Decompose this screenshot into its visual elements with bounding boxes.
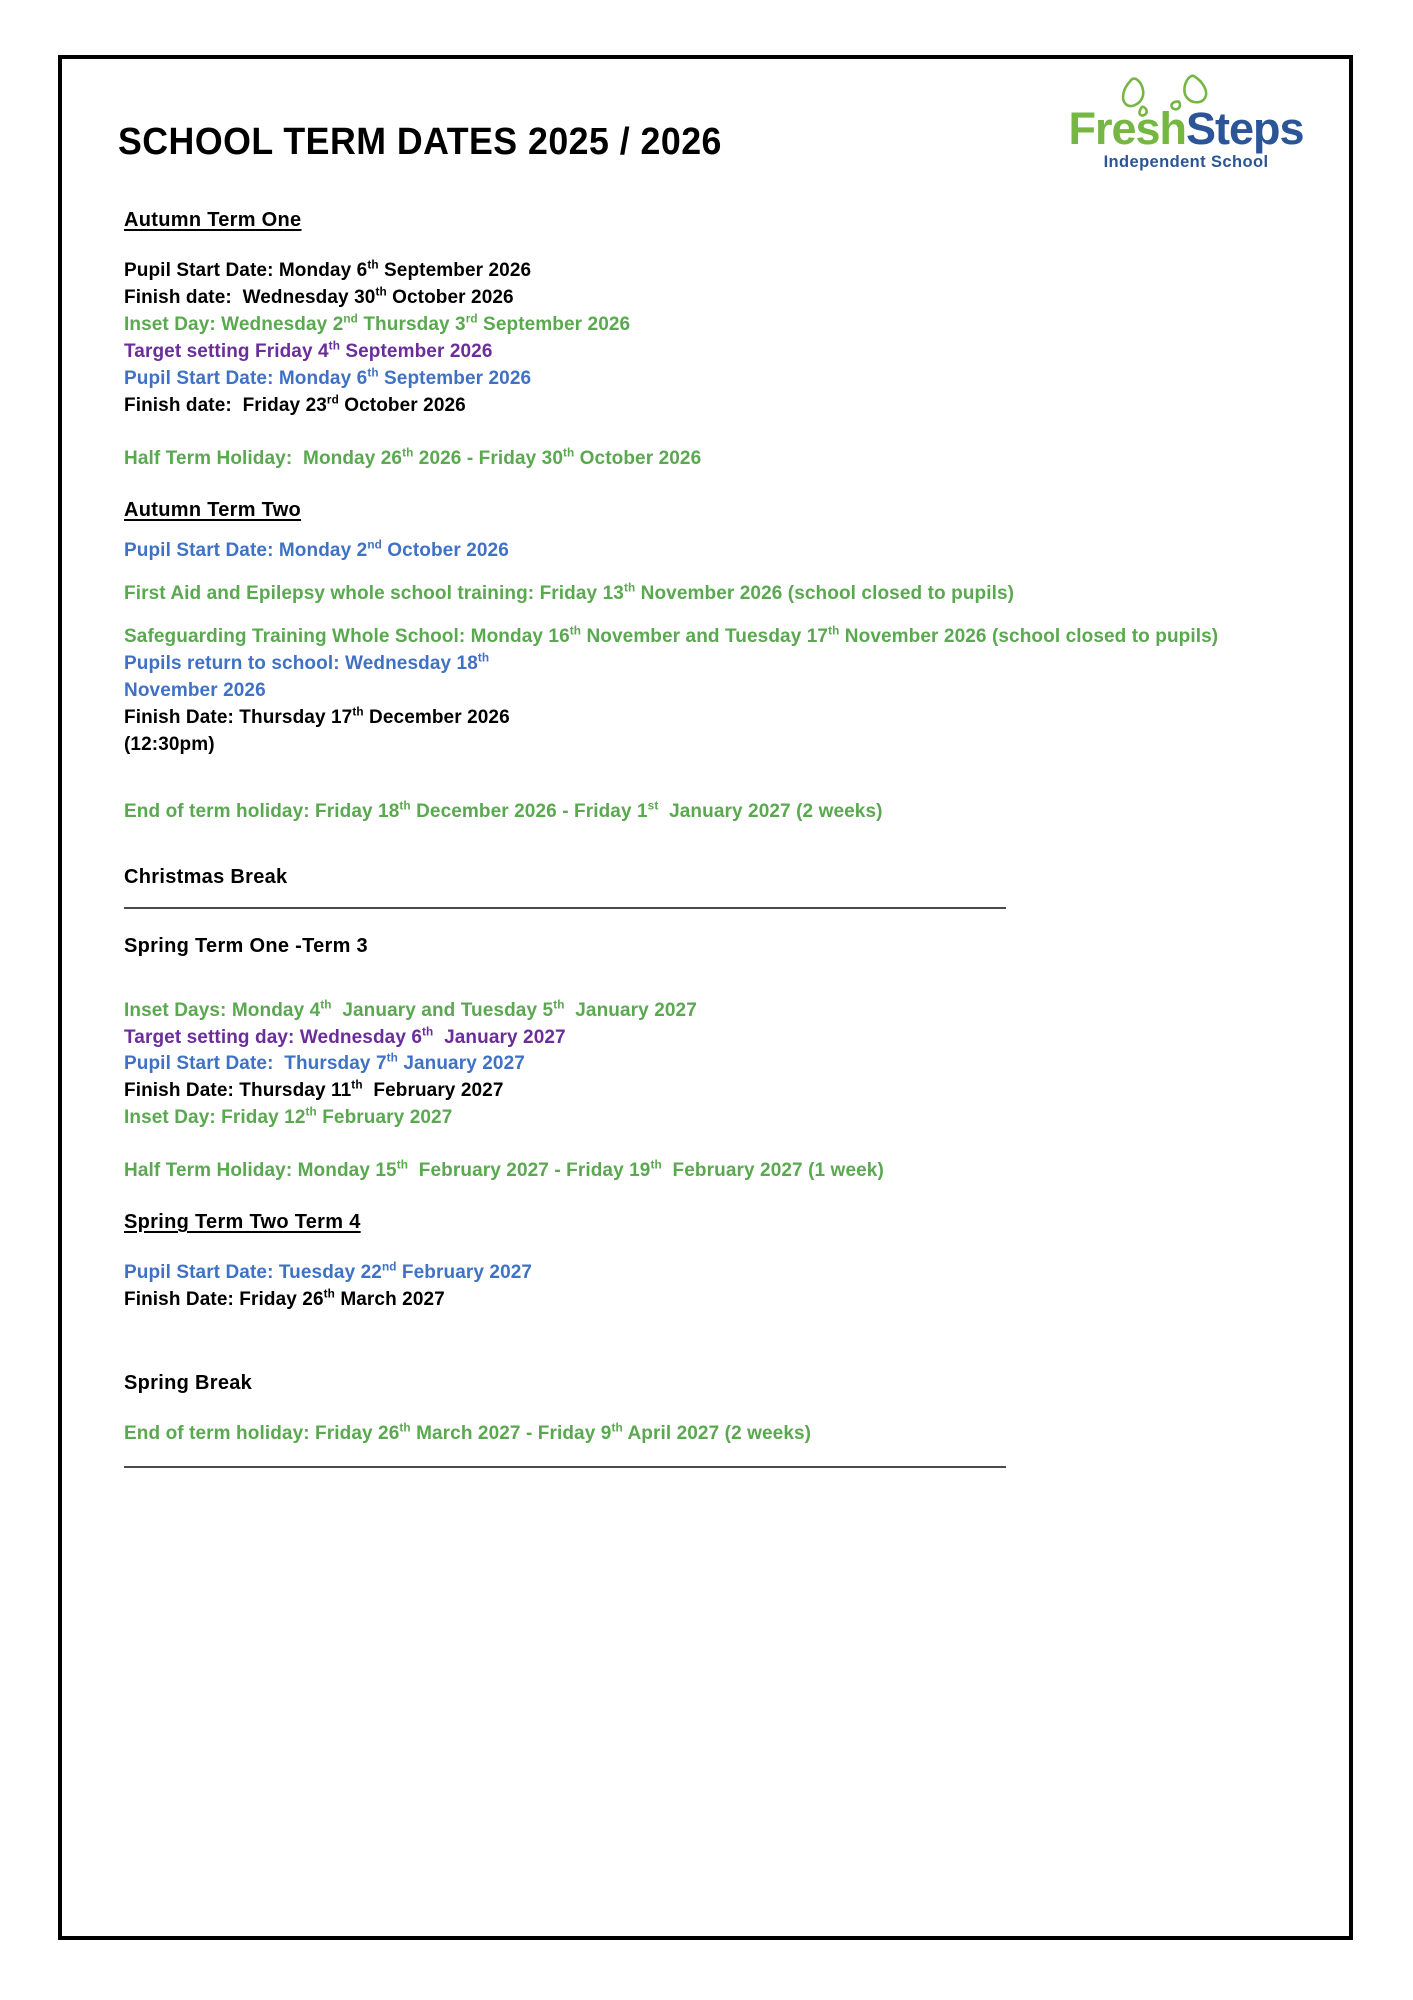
term-dates-body — [62, 209, 1349, 1468]
term-line: Finish date: Wednesday 30th October 2026 — [124, 285, 514, 308]
document-header — [62, 59, 1349, 209]
term-line: Finish Date: Thursday 11th February 2027 — [124, 1079, 504, 1102]
half-term-holiday-line: Half Term Holiday: Monday 26th 2026 - Friday 30th October 2026 — [124, 446, 702, 469]
end-of-term-holiday-line: End of term holiday: Friday 26th March 2027 - Friday 9th April 2027 (2 weeks) — [124, 1421, 812, 1445]
logo-subtitle: Independent School — [1103, 153, 1269, 171]
term-line: Finish Date: Friday 26th March 2027 — [124, 1287, 445, 1311]
section-spring-term-one — [124, 935, 1309, 1186]
document-page — [58, 55, 1353, 1940]
end-of-term-holiday-line: End of term holiday: Friday 18th December 2026 - Friday 1st January 2027 (2 weeks) — [124, 799, 883, 822]
break-label-spring: Spring Break — [124, 1372, 253, 1395]
term-line: Pupil Start Date: Monday 2nd October 2026 — [124, 538, 509, 561]
term-line: Pupils return to school: Wednesday 18th November 2026 — [124, 651, 490, 701]
term-line: Finish date: Friday 23rd October 2026 — [124, 393, 466, 416]
term-line: Pupil Start Date: Monday 6th September 2026 — [124, 366, 532, 389]
term-line: Inset Days: Monday 4th January and Tuesday 5th January 2027 — [124, 998, 697, 1021]
section-heading-spring-one: Spring Term One -Term 3 — [124, 934, 368, 957]
school-logo — [1051, 69, 1321, 179]
section-divider — [124, 1466, 1006, 1468]
half-term-holiday-line: Half Term Holiday: Monday 15th February 2027 - Friday 19th February 2027 (1 week) — [124, 1159, 884, 1182]
term-line: Target setting day: Wednesday 6th January 2027 — [124, 1025, 566, 1048]
term-line: Finish Date: Thursday 17th December 2026 (12:30pm) — [124, 705, 510, 755]
page-content — [62, 59, 1349, 1936]
term-line: Pupil Start Date: Monday 6th September 2026 — [124, 258, 532, 281]
term-line: First Aid and Epilepsy whole school training: Friday 13th November 2026 (school closed to pupils) — [124, 581, 1015, 604]
section-heading-autumn-one: Autumn Term One — [124, 209, 302, 231]
section-autumn-term-two — [124, 499, 1309, 909]
logo-wordmark — [1051, 103, 1321, 155]
section-heading-spring-two: Spring Term Two Term 4 — [124, 1211, 361, 1234]
term-line: Pupil Start Date: Thursday 7th January 2027 — [124, 1052, 525, 1075]
section-heading-autumn-two: Autumn Term Two — [124, 498, 302, 521]
term-line: Inset Day: Wednesday 2nd Thursday 3rd September 2026 — [124, 312, 631, 335]
term-line: Target setting Friday 4th September 2026 — [124, 339, 493, 362]
break-label-christmas: Christmas Break — [124, 865, 288, 888]
section-autumn-term-one — [124, 209, 1309, 473]
logo-word-steps: Steps — [1186, 103, 1304, 154]
logo-word-fresh: Fresh — [1068, 103, 1186, 154]
page-title: SCHOOL TERM DATES 2025 / 2026 — [118, 121, 722, 163]
term-line: Inset Day: Friday 12th February 2027 — [124, 1106, 453, 1129]
term-line: Safeguarding Training Whole School: Monday 16th November and Tuesday 17th November 2026 (school closed to pupils) — [124, 624, 1219, 647]
term-line: Pupil Start Date: Tuesday 22nd February 2027 — [124, 1261, 533, 1284]
section-spring-term-two — [124, 1211, 1309, 1468]
